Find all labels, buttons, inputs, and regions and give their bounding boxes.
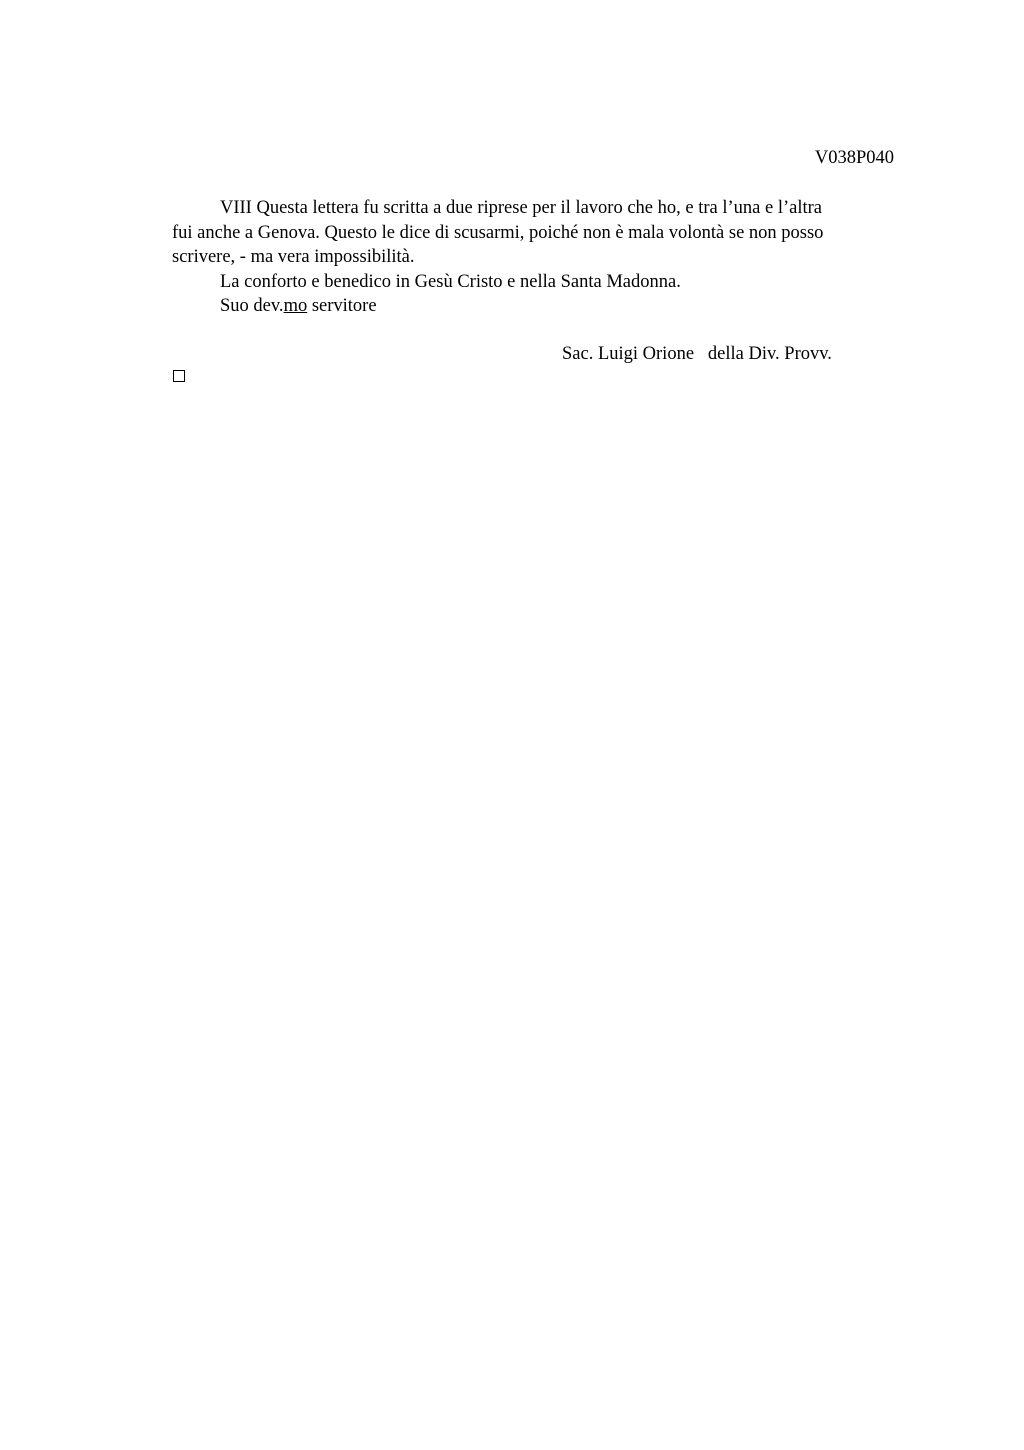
- paragraph-line-2: fui anche a Genova. Questo le dice di scusarmi, poiché non è mala volontà se non posso: [172, 222, 824, 243]
- closing-prefix: Suo dev.: [220, 296, 284, 316]
- closing-underlined-abbrev: mo: [283, 296, 308, 316]
- blessing-line: La conforto e benedico in Gesù Cristo e nella Santa Madonna.: [220, 271, 681, 292]
- paragraph-line-1: VIII Questa lettera fu scritta a due riprese per il lavoro che ho, e tra l’una e l’altra: [220, 198, 822, 218]
- closing-suffix: servitore: [307, 296, 377, 316]
- signature: Sac. Luigi Orione della Div. Provv.: [562, 344, 832, 364]
- closing-line: [172, 294, 900, 319]
- letter-body: [172, 196, 900, 319]
- checkbox-square-icon: [173, 370, 185, 382]
- paragraph-line-3: scrivere, - ma vera impossibilità.: [172, 247, 415, 267]
- page-reference: V038P040: [814, 148, 894, 168]
- paragraph-viii: [172, 196, 900, 270]
